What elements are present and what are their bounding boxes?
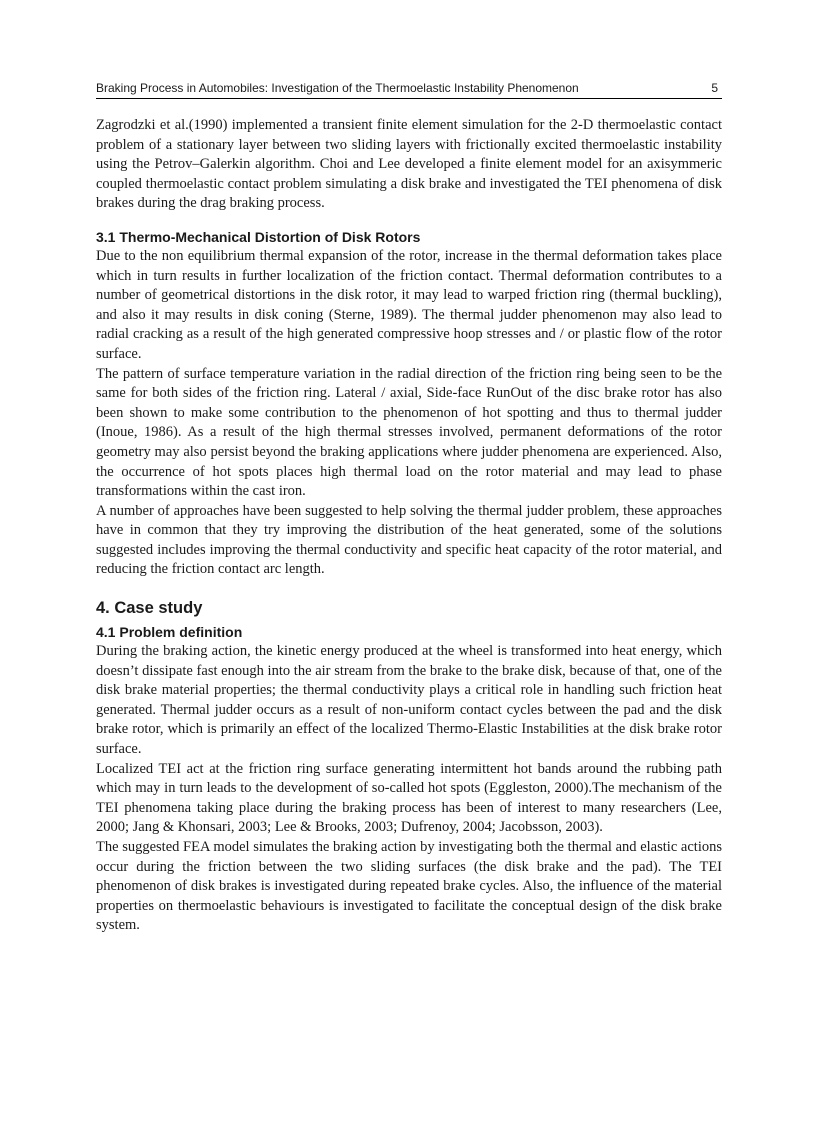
section-4-heading: 4. Case study: [96, 599, 203, 618]
running-header: [96, 80, 722, 99]
section-3-1-paragraph-3: A number of approaches have been suggested to help solving the thermal judder problem, these approaches have in common that they try improving the distribution of the heat generated, some of the solutions suggested includes improving the thermal conductivity and specific heat capacity of the rotor material, and reducing the friction contact arc length.: [96, 502, 722, 578]
page-number: 5: [711, 81, 718, 95]
intro-paragraph: Zagrodzki et al.(1990) implemented a transient finite element simulation for the 2-D thermoelastic contact problem of a stationary layer between two sliding layers with frictionally excited thermoelastic instability using the Petrov–Galerkin algorithm. Choi and Lee developed a finite element model for an axisymmeric coupled thermoelastic contact problem simulating a disk brake and investigated the TEI phenomena of disk brakes during the drag braking process.: [96, 117, 722, 212]
section-3-1-heading: 3.1 Thermo-Mechanical Distortion of Disk Rotors: [96, 228, 421, 245]
section-4-1-paragraph-1: During the braking action, the kinetic energy produced at the wheel is transformed into heat energy, which doesn’t dissipate fast enough into the air stream from the brake to the brake disk, because of that, one of the disk brake material properties; the thermal conductivity plays a critical role in handling such friction heat generated. Thermal judder occurs as a result of non-uniform contact cycles between the pad and the disk brake rotor, which is primarily an effect of the localized Thermo-Elastic Instabilities at the disk brake rotor surface.: [96, 643, 722, 758]
section-4-1-paragraph-2: Localized TEI act at the friction ring surface generating intermittent hot bands around the rubbing path which may in turn leads to the development of so-called hot spots (Eggleston, 2000).The mechanism of the TEI phenomena taking place during the braking process has been of interest to many researchers (Lee, 2000; Jang & Khonsari, 2003; Lee & Brooks, 2003; Dufrenoy, 2004; Jacobsson, 2003).: [96, 760, 722, 836]
section-4-1-heading: 4.1 Problem definition: [96, 624, 243, 641]
running-title: Braking Process in Automobiles: Investigation of the Thermoelastic Instability Phenomenon: [96, 81, 579, 95]
section-3-1-paragraph-1: Due to the non equilibrium thermal expansion of the rotor, increase in the thermal deformation takes place which in turn results in further localization of the friction contact. Thermal deformation contributes to a number of geometrical distortions in the disk rotor, it may lead to warped friction ring (thermal buckling), and also it may results in disk coning (Sterne, 1989). The thermal judder phenomenon may also lead to radial cracking as a result of the high generated compressive hoop stresses and / or plastic flow of the rotor surface.: [96, 247, 722, 362]
section-3-1-paragraph-2: The pattern of surface temperature variation in the radial direction of the friction ring being seen to be the same for both sides of the friction ring. Lateral / axial, Side-face RunOut of the disc brake rotor has also been shown to make some contribution to the phenomenon of hot spotting and thus to thermal judder (Inoue, 1986). As a result of the high thermal stresses involved, permanent deformations of the rotor geometry may also persist beyond the braking applications where judder phenomena are experienced. Also, the occurrence of hot spots places high thermal load on the rotor material and may lead to phase transformations within the cast iron.: [96, 365, 722, 500]
body-text: [96, 116, 722, 936]
section-4-1-paragraph-3: The suggested FEA model simulates the braking action by investigating both the thermal and elastic actions occur during the friction between the two sliding surfaces (the disk brake and the pad). The TEI phenomenon of disk brakes is investigated during repeated brake cycles. Also, the influence of the material properties on thermoelastic behaviours is investigated to facilitate the conceptual design of the disk brake system.: [96, 839, 722, 934]
